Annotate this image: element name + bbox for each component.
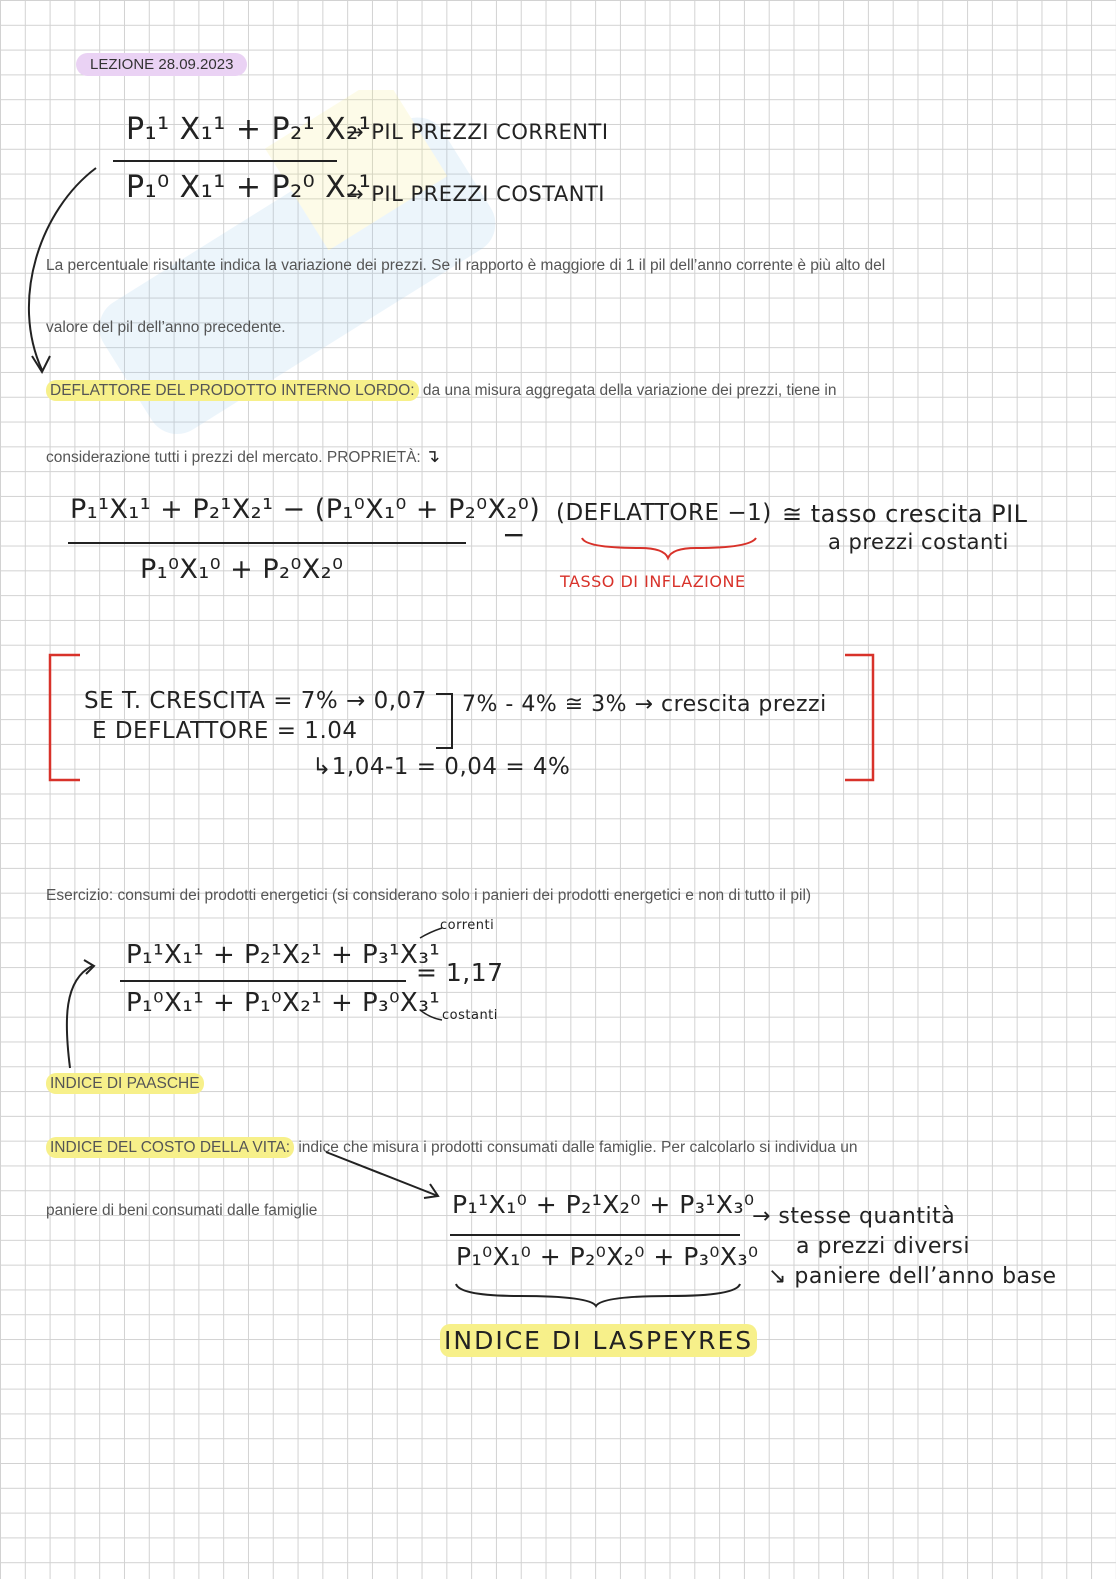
lesson-date-label: LEZIONE 28.09.2023	[76, 56, 247, 73]
laspeyres-numerator: P₁¹X₁⁰ + P₂¹X₂⁰ + P₃¹X₃⁰	[452, 1190, 755, 1219]
exercise-denominator: P₁⁰X₁¹ + P₁⁰X₂¹ + P₃⁰X₃¹	[126, 988, 441, 1018]
deflator-minus-one: (DEFLATTORE −1)	[556, 500, 772, 526]
curved-arrow-icon	[29, 168, 96, 370]
example-calculation: ↳1,04-1 = 0,04 = 4%	[312, 754, 571, 780]
paragraph-line-2: valore del pil dell’anno precedente.	[46, 319, 286, 336]
exercise-numerator: P₁¹X₁¹ + P₂¹X₂¹ + P₃¹X₃¹	[126, 940, 441, 970]
growth-rate-note-2: a prezzi costanti	[828, 530, 1009, 554]
left-red-bracket	[50, 655, 80, 780]
exercise-result: = 1,17	[416, 958, 504, 987]
laspeyres-brace	[456, 1284, 740, 1306]
cost-of-living-term: INDICE DEL COSTO DELLA VITA:	[46, 1137, 294, 1158]
laspeyres-note-2: a prezzi diversi	[796, 1234, 970, 1259]
formula1-numerator: P₁¹ X₁¹ + P₂¹ X₂¹	[126, 112, 372, 147]
laspeyres-denominator: P₁⁰X₁⁰ + P₂⁰X₂⁰ + P₃⁰X₃⁰	[456, 1242, 759, 1271]
deflator-term: DEFLATTORE DEL PRODOTTO INTERNO LORDO:	[46, 380, 419, 401]
cost-of-living-arrow-icon	[326, 1152, 438, 1196]
paragraph-line-1: La percentuale risultante indica la variazione dei prezzi. Se il rapporto è maggiore di 1 il pil dell’anno corrente è più alto del	[46, 257, 886, 274]
paasche-arrow-icon	[67, 966, 92, 1068]
laspeyres-note-1: → stesse quantità	[752, 1204, 956, 1229]
formula2-minus: −	[502, 518, 526, 551]
formula2-denominator: P₁⁰X₁⁰ + P₂⁰X₂⁰	[140, 554, 344, 585]
formula1-numerator-note: → PIL PREZZI CORRENTI	[346, 120, 609, 144]
exercise-text: Esercizio: consumi dei prodotti energetici (si considerano solo i panieri dei prodotti energetici e non di tutto il pil)	[46, 887, 812, 904]
formula1-denominator: P₁⁰ X₁¹ + P₂⁰ X₂¹	[126, 170, 372, 205]
paasche-label: INDICE DI PAASCHE	[46, 1075, 204, 1093]
formula1-denominator-note: → PIL PREZZI COSTANTI	[346, 182, 605, 206]
cost-of-living-definition-text: indice che misura i prodotti consumati dalle famiglie. Per calcolarlo si individua un	[294, 1139, 858, 1156]
laspeyres-note-3: ↘ paniere dell’anno base	[768, 1264, 1057, 1289]
example-line-2: E DEFLATTORE = 1.04	[92, 718, 358, 744]
cost-of-living-line-2: paniere di beni consumati dalle famiglie	[46, 1202, 318, 1219]
right-red-bracket	[845, 655, 873, 780]
down-arrow-icon: ↴	[425, 446, 441, 466]
example-bracket	[436, 694, 452, 748]
formula2-numerator: P₁¹X₁¹ + P₂¹X₂¹ − (P₁⁰X₁⁰ + P₂⁰X₂⁰)	[70, 494, 541, 525]
example-result: 7% - 4% ≅ 3% → crescita prezzi	[462, 692, 827, 717]
deflator-properties-text: considerazione tutti i prezzi del mercato. PROPRIETÀ:	[46, 449, 421, 466]
example-line-1: SE T. CRESCITA = 7% → 0,07	[84, 688, 427, 714]
laspeyres-label: INDICE DI LASPEYRES	[440, 1326, 757, 1355]
exercise-top-note: correnti	[440, 918, 495, 933]
exercise-bottom-note: costanti	[442, 1008, 498, 1023]
deflator-definition-text: da una misura aggregata della variazione dei prezzi, tiene in	[418, 382, 837, 399]
growth-rate-note: ≅ tasso crescita PIL	[782, 500, 1028, 528]
inflation-brace	[582, 538, 756, 558]
inflation-rate-label: TASSO DI INFLAZIONE	[560, 572, 746, 591]
